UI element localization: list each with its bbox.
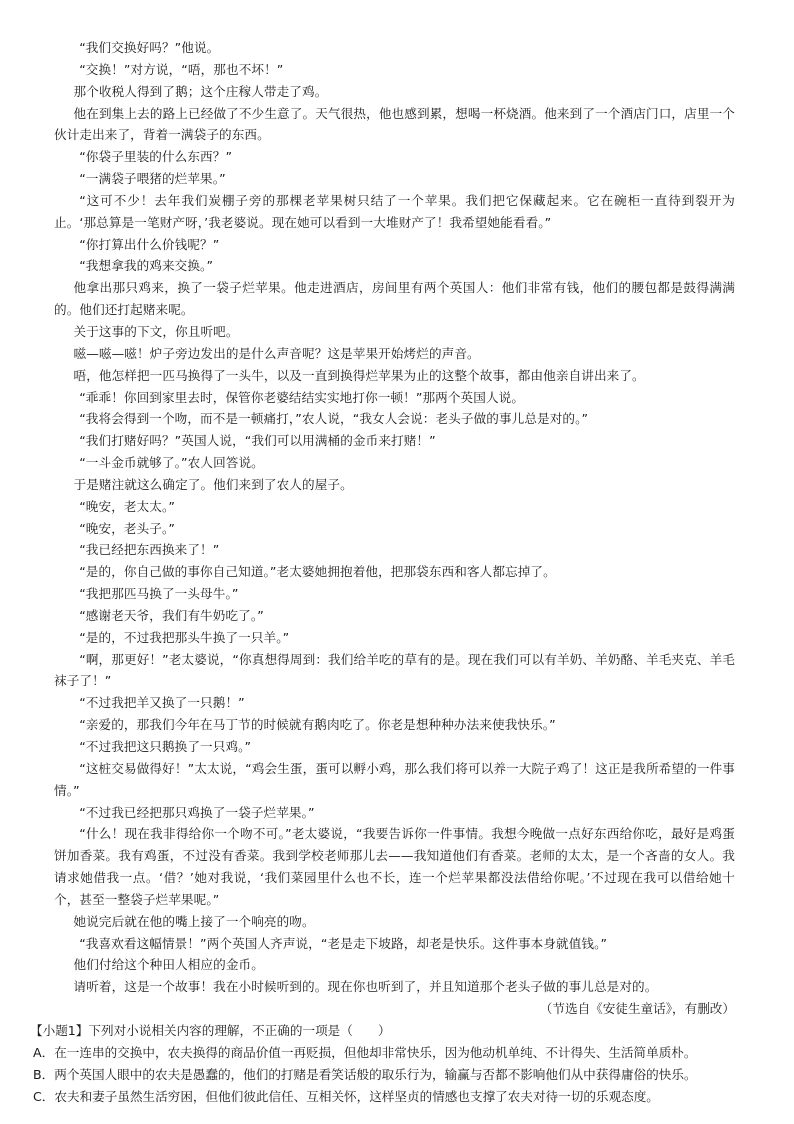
story-paragraph: 唔，他怎样把一匹马换得了一头牛，以及一直到换得烂苹果为止的这整个故事，都由他亲自讲出来了。: [73, 367, 645, 383]
question-block: [30, 1020, 750, 1107]
story-paragraph: “啊，那更好！”老太婆说，“你真想得周到：我们给羊吃的草有的是。现在我们可以有羊奶、羊奶酪、羊毛夹克、羊毛袜子了！”: [54, 651, 735, 689]
story-paragraph: 关于这事的下文，你且听吧。: [73, 323, 239, 339]
story-paragraph: “乖乖！你回到家里去时，保管你老婆结结实实地打你一顿！”那两个英国人说。: [79, 389, 525, 405]
story-paragraph: “是的，不过我把那头牛换了一只羊。”: [79, 629, 290, 645]
story-paragraph: 她说完后就在他的嘴上接了一个响亮的吻。: [73, 913, 315, 929]
story-paragraph: “什么！现在我非得给你一个吻不可。”老太婆说，“我要告诉你一件事情。我想今晚做一点好东西给你吃，最好是鸡蛋饼加香菜。我有鸡蛋，不过没有香菜。我到学校老师那儿去——我知道他们有香菜。老师的太太，是一个吝啬的女人。我请求她借我一点。‘借？’她对我说，‘我们菜园里什么也不长，连一个烂苹果都没法借给你呢。’不过现在我可以借给她十个，甚至一整袋子烂苹果呢。”: [54, 826, 735, 907]
story-paragraph: “我将会得到一个吻，而不是一顿痛打，”农人说，“我女人会说：老头子做的事儿总是对的。”: [79, 411, 589, 427]
story-paragraph: “不过我把羊又换了一只鹅！”: [79, 695, 245, 711]
story-paragraph: “你袋子里装的什么东西？”: [79, 149, 233, 165]
story-paragraph: “这可不少！去年我们炭棚子旁的那棵老苹果树只结了一个苹果。我们把它保藏起来。它在碗柜一直待到裂开为止。‘那总算是一笔财产呀，’我老婆说。现在她可以看到一大堆财产了！我希望她能看看。”: [54, 192, 735, 230]
story-paragraph: 于是赌注就这么确定了。他们来到了农人的屋子。: [73, 476, 353, 492]
story-paragraph: “我喜欢看这幅情景！”两个英国人齐声说，“老是走下坡路，却老是快乐。这件事本身就值钱。”: [79, 935, 608, 951]
story-paragraph: 他拿出那只鸡来，换了一袋子烂苹果。他走进酒店，房间里有两个英国人：他们非常有钱，他们的腰包都是鼓得满满的。他们还打起赌来呢。: [54, 280, 735, 318]
story-paragraph: “不过我已经把那只鸡换了一袋子烂苹果。”: [79, 804, 315, 820]
story-paragraph: 请听着，这是一个故事！我在小时候听到的。现在你也听到了，并且知道那个老头子做的事儿总是对的。: [73, 979, 658, 995]
story-paragraph: 他们付给这个种田人相应的金币。: [73, 957, 264, 973]
question-stem: 【小题1】下列对小说相关内容的理解，不正确的一项是（ ）: [30, 1022, 391, 1038]
story-paragraph: “我已经把东西换来了！”: [79, 542, 220, 558]
story-paragraph: 他在到集上去的路上已经做了不少生意了。天气很热，他也感到累，想喝一杯烧酒。他来到了一个酒店门口，店里一个伙计走出来了，背着一满袋子的东西。: [54, 105, 735, 143]
story-paragraph: “晚安，老头子。”: [79, 520, 175, 536]
story-paragraph: “不过我把这只鹅换了一只鸡。”: [79, 739, 252, 754]
story-paragraph: “交换！”对方说，“唔，那也不坏！”: [79, 61, 284, 77]
answer-option-a: A．在一连串的交换中，农夫换得的商品价值一再贬损，但他却非常快乐，因为他动机单纯、不计得失、生活简单质朴。: [33, 1044, 697, 1060]
story-paragraph: “我想拿我的鸡来交换。”: [79, 258, 214, 274]
story-paragraph: “这桩交易做得好！”太太说，“鸡会生蛋，蛋可以孵小鸡，那么我们将可以养一大院子鸡了！这正是我所希望的一件事情。”: [54, 760, 735, 798]
story-paragraphs: [54, 37, 735, 998]
story-paragraph: “是的，你自己做的事你自己知道。”老太婆她拥抱着他，把那袋东西和客人都忘掉了。: [79, 564, 556, 580]
story-paragraph: “我们打赌好吗？”英国人说，“我们可以用满桶的金币来打赌！”: [79, 433, 436, 449]
story-paragraph: “亲爱的，那我们今年在马丁节的时候就有鹅肉吃了。你老是想种种办法来使我快乐。”: [79, 717, 556, 733]
source-attribution: （节选自《安徒生童话》，有删改）: [539, 1001, 735, 1017]
story-paragraph: “感谢老天爷，我们有牛奶吃了。”: [79, 607, 264, 623]
story-paragraph: “你打算出什么价钱呢？”: [79, 236, 220, 252]
story-paragraph: 那个收税人得到了鹅；这个庄稼人带走了鸡。: [73, 83, 328, 99]
question-options: [30, 1042, 750, 1108]
story-paragraph: “晚安，老太太。”: [79, 498, 175, 514]
story-text: [54, 37, 735, 1020]
story-paragraph: “一满袋子喂猪的烂苹果。”: [79, 171, 226, 187]
answer-option-c: C．农夫和妻子虽然生活穷困，但他们彼此信任、互相关怀，这样坚贞的情感也支撑了农夫对待一切的乐观态度。: [33, 1088, 659, 1104]
story-paragraph: “一斗金币就够了。”农人回答说。: [79, 455, 264, 471]
story-paragraph: 嗞—嗞—嗞！炉子旁边发出的是什么声音呢？这是苹果开始烤烂的声音。: [73, 345, 480, 361]
story-paragraph: “我把那匹马换了一头母牛。”: [79, 586, 239, 602]
story-paragraph: “我们交换好吗？”他说。: [79, 40, 220, 55]
answer-option-b: B．两个英国人眼中的农夫是愚蠢的，他们的打赌是看笑话般的取乐行为，输赢与否都不影响他们从中获得庸俗的快乐。: [33, 1066, 697, 1082]
